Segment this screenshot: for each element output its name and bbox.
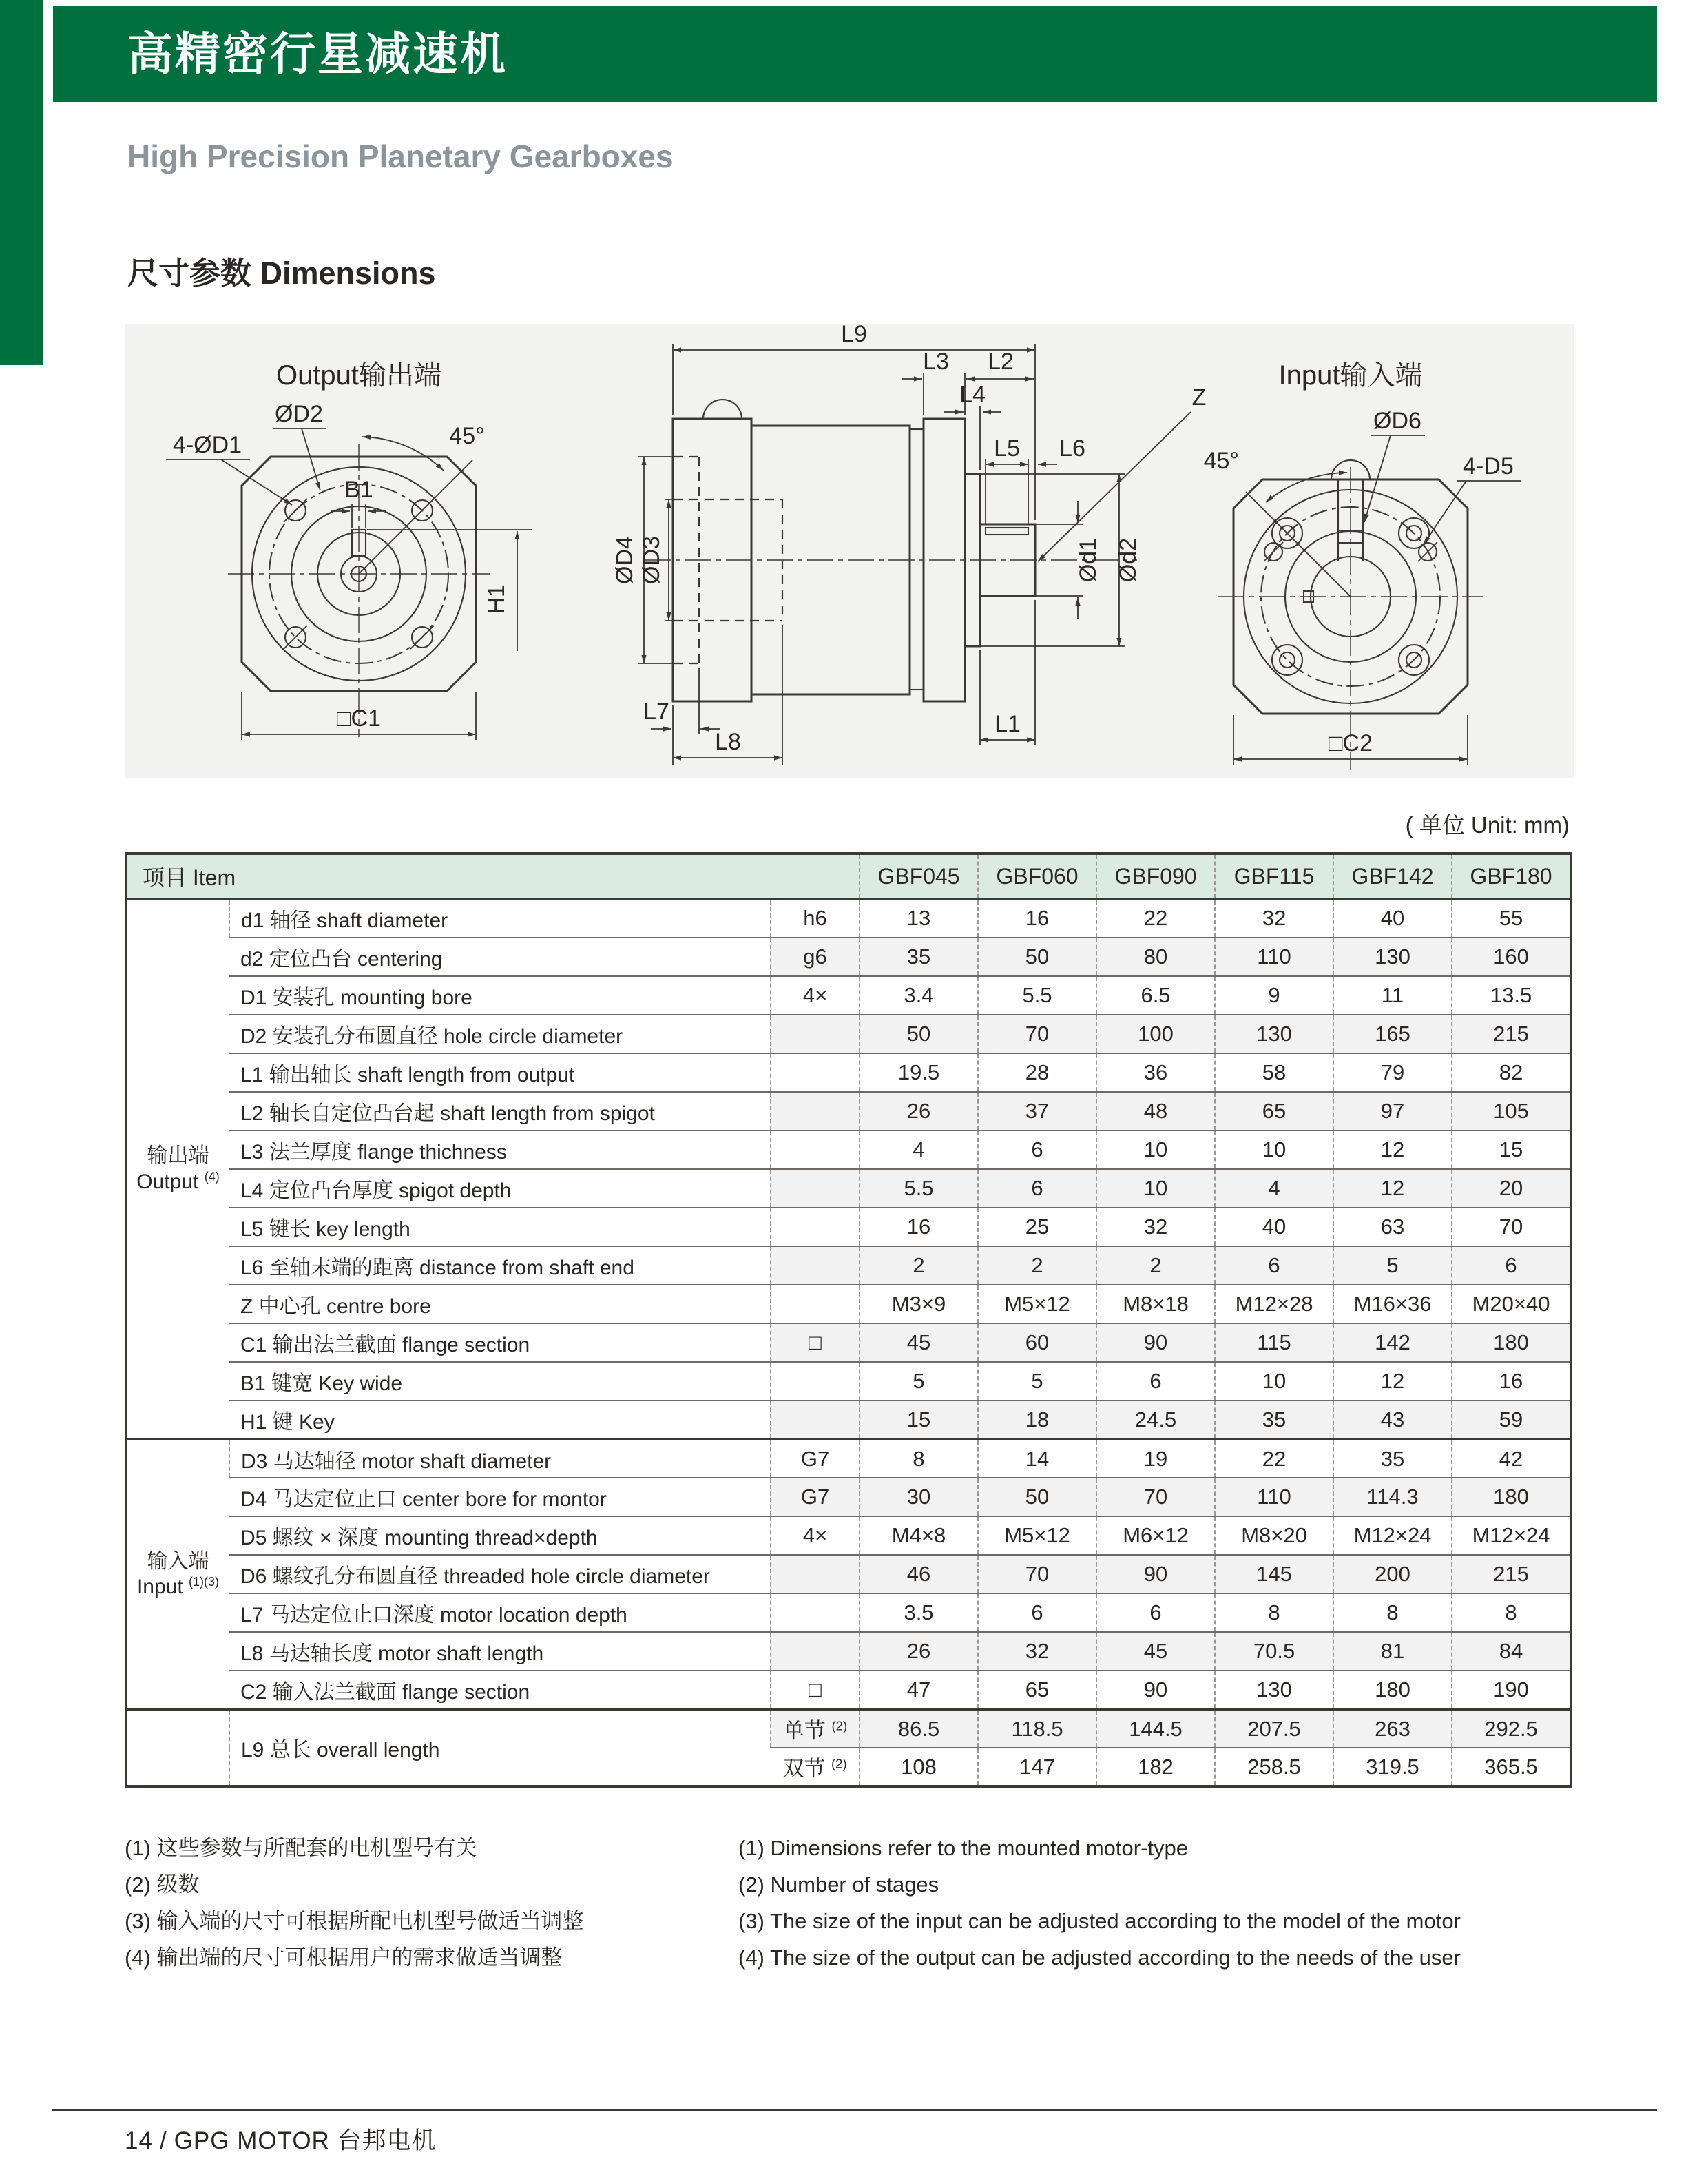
value-cell: 13 xyxy=(860,899,978,938)
row-label-cell: D6 螺纹孔分布圆直径 threaded hole circle diameter xyxy=(229,1555,771,1593)
section-title: 尺寸参数 Dimensions xyxy=(127,256,436,291)
row-tolerance-cell: G7 xyxy=(771,1439,860,1478)
value-cell: 55 xyxy=(1452,899,1571,938)
value-cell: 9 xyxy=(1215,976,1333,1015)
row-label-cell: L2 轴长自定位凸台起 shaft length from spigot xyxy=(229,1092,771,1130)
value-cell: 12 xyxy=(1333,1130,1452,1169)
row-label-cell: D2 安装孔分布圆直径 hole circle diameter xyxy=(229,1015,771,1053)
value-cell: 2 xyxy=(978,1246,1096,1285)
value-cell: 108 xyxy=(860,1748,978,1786)
column-header-gbf060: GBF060 xyxy=(978,854,1096,899)
footnote-line-zh: (3) 输入端的尺寸可根据所配电机型号做适当调整 xyxy=(125,1909,584,1933)
value-cell: 12 xyxy=(1333,1169,1452,1208)
value-cell: 144.5 xyxy=(1096,1709,1215,1748)
value-cell: 8 xyxy=(860,1439,978,1478)
dim-label-l8: L8 xyxy=(715,729,741,755)
value-cell: 6 xyxy=(1096,1362,1215,1401)
table-row xyxy=(126,1285,1571,1323)
value-cell: 5.5 xyxy=(860,1169,978,1208)
value-cell: 6 xyxy=(1452,1246,1571,1285)
value-cell: 46 xyxy=(860,1555,978,1593)
dim-label-l5: L5 xyxy=(994,435,1020,462)
value-cell: 5 xyxy=(1333,1246,1452,1285)
value-cell: 45 xyxy=(860,1323,978,1362)
value-cell: 147 xyxy=(978,1748,1096,1786)
table-row xyxy=(126,1323,1571,1362)
page-footer xyxy=(125,2122,444,2156)
row-label-cell: L7 马达定位止口深度 motor location depth xyxy=(229,1593,771,1632)
value-cell: 6 xyxy=(1096,1593,1215,1632)
group-label-en: Input $^{(1)(3)}$ xyxy=(136,1575,220,1598)
row-tolerance-cell xyxy=(771,1130,860,1169)
row-label-cell: C1 输出法兰截面 flange section xyxy=(229,1323,771,1362)
value-cell: 3.4 xyxy=(860,976,978,1015)
value-cell: 36 xyxy=(1096,1053,1215,1092)
dim-label-c1: □C1 xyxy=(337,705,381,732)
unit-note: ( 单位 Unit: mm) xyxy=(1405,812,1570,838)
dim-label-c2: □C2 xyxy=(1329,730,1373,756)
value-cell: 12 xyxy=(1333,1362,1452,1401)
value-cell: 145 xyxy=(1215,1555,1333,1593)
value-cell: 319.5 xyxy=(1333,1748,1452,1786)
value-cell: 18 xyxy=(978,1401,1096,1439)
row-tolerance-cell: 双节 $^{(2)}$ xyxy=(771,1748,860,1786)
group-label-zh: 输出端 xyxy=(147,1144,209,1168)
table-row xyxy=(126,1516,1571,1555)
value-cell: 14 xyxy=(978,1439,1096,1478)
value-cell: 40 xyxy=(1215,1208,1333,1246)
column-header-gbf045: GBF045 xyxy=(860,854,978,899)
row-tolerance-cell: 4× xyxy=(771,1516,860,1555)
table-row xyxy=(126,1439,1571,1478)
value-cell: 82 xyxy=(1452,1053,1571,1092)
value-cell: 118.5 xyxy=(978,1709,1096,1748)
value-cell: 70 xyxy=(1452,1208,1571,1246)
row-group-cell xyxy=(126,1709,229,1786)
value-cell: 6 xyxy=(978,1593,1096,1632)
value-cell: 40 xyxy=(1333,899,1452,938)
value-cell: 86.5 xyxy=(860,1709,978,1748)
value-cell: 16 xyxy=(978,899,1096,938)
value-cell: M12×24 xyxy=(1333,1516,1452,1555)
row-tolerance-cell xyxy=(771,1092,860,1130)
value-cell: 19 xyxy=(1096,1439,1215,1478)
footer-separator: / xyxy=(159,2127,167,2154)
row-label-cell: D5 螺纹 × 深度 mounting thread×depth xyxy=(229,1516,771,1555)
table-row xyxy=(126,1169,1571,1208)
value-cell: 37 xyxy=(978,1092,1096,1130)
row-tolerance-cell xyxy=(771,1246,860,1285)
row-label-cell: L1 输出轴长 shaft length from output xyxy=(229,1053,771,1092)
value-cell: 90 xyxy=(1096,1671,1215,1709)
dim-label-l3: L3 xyxy=(923,349,949,375)
value-cell: 6 xyxy=(978,1130,1096,1169)
value-cell: M12×24 xyxy=(1452,1516,1571,1555)
value-cell: 5 xyxy=(978,1362,1096,1401)
value-cell: 35 xyxy=(1333,1439,1452,1478)
value-cell: 32 xyxy=(1096,1208,1215,1246)
value-cell: 4 xyxy=(860,1130,978,1169)
value-cell: 48 xyxy=(1096,1092,1215,1130)
row-tolerance-cell xyxy=(771,1208,860,1246)
left-edge-accent-strip xyxy=(0,0,43,365)
row-label-cell: L6 至轴末端的距离 distance from shaft end xyxy=(229,1246,771,1285)
row-label-cell: C2 输入法兰截面 flange section xyxy=(229,1671,771,1709)
value-cell: 97 xyxy=(1333,1092,1452,1130)
row-label-cell: L3 法兰厚度 flange thichness xyxy=(229,1130,771,1169)
page-subtitle: High Precision Planetary Gearboxes xyxy=(127,138,674,174)
footnote-line-en: (4) The size of the output can be adjusted according to the needs of the user xyxy=(738,1945,1461,1970)
value-cell: M8×18 xyxy=(1096,1285,1215,1323)
value-cell: 22 xyxy=(1096,899,1215,938)
column-header-item: 项目 Item xyxy=(126,854,860,899)
column-header-gbf115: GBF115 xyxy=(1215,854,1333,899)
footnote-line-en: (3) The size of the input can be adjusted according to the model of the motor xyxy=(738,1909,1461,1933)
value-cell: 70.5 xyxy=(1215,1632,1333,1671)
row-label-cell: D3 马达轴径 motor shaft diameter xyxy=(229,1439,771,1478)
row-tolerance-cell xyxy=(771,1015,860,1053)
value-cell: 70 xyxy=(1096,1478,1215,1516)
value-cell: 15 xyxy=(1452,1130,1571,1169)
gearbox-technical-drawing xyxy=(125,324,1574,778)
value-cell: 24.5 xyxy=(1096,1401,1215,1439)
footer-divider xyxy=(52,2109,1657,2111)
value-cell: 50 xyxy=(860,1015,978,1053)
value-cell: 130 xyxy=(1215,1671,1333,1709)
footnote-line-zh: (1) 这些参数与所配套的电机型号有关 xyxy=(125,1836,477,1860)
value-cell: 42 xyxy=(1452,1439,1571,1478)
row-tolerance-cell xyxy=(771,1053,860,1092)
row-group-cell xyxy=(126,1439,229,1709)
row-tolerance-cell xyxy=(771,1593,860,1632)
dim-label-output-45deg: 45° xyxy=(449,423,485,449)
value-cell: 35 xyxy=(860,938,978,976)
value-cell: M4×8 xyxy=(860,1516,978,1555)
value-cell: 84 xyxy=(1452,1632,1571,1671)
value-cell: 2 xyxy=(860,1246,978,1285)
table-header-row xyxy=(126,854,1571,899)
value-cell: 19.5 xyxy=(860,1053,978,1092)
value-cell: 110 xyxy=(1215,938,1333,976)
table-row xyxy=(126,1401,1571,1439)
value-cell: M12×28 xyxy=(1215,1285,1333,1323)
row-label-cell: d1 轴径 shaft diameter xyxy=(229,899,771,938)
row-tolerance-cell xyxy=(771,1632,860,1671)
value-cell: 47 xyxy=(860,1671,978,1709)
dim-label-input-45deg: 45° xyxy=(1203,448,1239,474)
value-cell: 180 xyxy=(1333,1671,1452,1709)
table-row xyxy=(126,1208,1571,1246)
value-cell: 263 xyxy=(1333,1709,1452,1748)
value-cell: 25 xyxy=(978,1208,1096,1246)
row-label-cell: Z 中心孔 centre bore xyxy=(229,1285,771,1323)
row-tolerance-cell: □ xyxy=(771,1671,860,1709)
value-cell: 90 xyxy=(1096,1555,1215,1593)
value-cell: 130 xyxy=(1333,938,1452,976)
value-cell: 32 xyxy=(1215,899,1333,938)
table-row xyxy=(126,1593,1571,1632)
dim-label-od2: ØD2 xyxy=(275,401,323,427)
row-tolerance-cell xyxy=(771,1401,860,1439)
value-cell: 81 xyxy=(1333,1632,1452,1671)
value-cell: 5.5 xyxy=(978,976,1096,1015)
row-tolerance-cell xyxy=(771,1169,860,1208)
value-cell: 15 xyxy=(860,1401,978,1439)
table-row xyxy=(126,1092,1571,1130)
table-row xyxy=(126,976,1571,1015)
value-cell: 8 xyxy=(1333,1593,1452,1632)
value-cell: 45 xyxy=(1096,1632,1215,1671)
value-cell: 63 xyxy=(1333,1208,1452,1246)
value-cell: 43 xyxy=(1333,1401,1452,1439)
value-cell: 100 xyxy=(1096,1015,1215,1053)
value-cell: 90 xyxy=(1096,1323,1215,1362)
value-cell: 3.5 xyxy=(860,1593,978,1632)
value-cell: 35 xyxy=(1215,1401,1333,1439)
value-cell: 16 xyxy=(860,1208,978,1246)
value-cell: 110 xyxy=(1215,1478,1333,1516)
value-cell: 365.5 xyxy=(1452,1748,1571,1786)
input-view-title: Input输入端 xyxy=(1278,360,1423,391)
side-view xyxy=(612,324,1206,765)
group-label-zh: 输入端 xyxy=(147,1549,209,1573)
table-row xyxy=(126,1053,1571,1092)
value-cell: 160 xyxy=(1452,938,1571,976)
value-cell: 50 xyxy=(978,1478,1096,1516)
row-tolerance-cell xyxy=(771,1285,860,1323)
value-cell: 26 xyxy=(860,1092,978,1130)
value-cell: 2 xyxy=(1096,1246,1215,1285)
value-cell: 59 xyxy=(1452,1401,1571,1439)
row-label-cell: d2 定位凸台 centering xyxy=(229,938,771,976)
value-cell: 190 xyxy=(1452,1671,1571,1709)
table-row xyxy=(126,1015,1571,1053)
dim-label-l4: L4 xyxy=(959,382,986,408)
value-cell: 20 xyxy=(1452,1169,1571,1208)
dim-label-od1-shaft: Ød1 xyxy=(1075,537,1101,583)
footnotes-zh xyxy=(125,1830,584,1976)
value-cell: M3×9 xyxy=(860,1285,978,1323)
value-cell: 115 xyxy=(1215,1323,1333,1362)
dim-label-b1: B1 xyxy=(344,477,373,503)
row-tolerance-cell: h6 xyxy=(771,899,860,938)
page-title: 高精密行星减速机 xyxy=(127,28,508,79)
value-cell: 8 xyxy=(1215,1593,1333,1632)
value-cell: 28 xyxy=(978,1053,1096,1092)
row-label-cell: B1 键宽 Key wide xyxy=(229,1362,771,1401)
value-cell: 200 xyxy=(1333,1555,1452,1593)
footer-brand: GPG MOTOR 台邦电机 xyxy=(174,2127,437,2154)
value-cell: 70 xyxy=(978,1015,1096,1053)
value-cell: 10 xyxy=(1215,1362,1333,1401)
row-label-cell: L8 马达轴长度 motor shaft length xyxy=(229,1632,771,1671)
value-cell: 26 xyxy=(860,1632,978,1671)
row-tolerance-cell: G7 xyxy=(771,1478,860,1516)
row-label-cell: L4 定位凸台厚度 spigot depth xyxy=(229,1169,771,1208)
value-cell: M5×12 xyxy=(978,1516,1096,1555)
dim-label-4-od1: 4-ØD1 xyxy=(172,432,242,458)
value-cell: 10 xyxy=(1096,1130,1215,1169)
value-cell: 207.5 xyxy=(1215,1709,1333,1748)
output-view-title: Output输出端 xyxy=(275,360,442,391)
value-cell: M16×36 xyxy=(1333,1285,1452,1323)
dimensions-table xyxy=(125,852,1572,1788)
value-cell: 65 xyxy=(1215,1092,1333,1130)
value-cell: 215 xyxy=(1452,1555,1571,1593)
dim-label-l1: L1 xyxy=(994,711,1021,737)
value-cell: 215 xyxy=(1452,1015,1571,1053)
row-tolerance-cell: g6 xyxy=(771,938,860,976)
dim-label-od2-spigot: Ød2 xyxy=(1115,537,1141,583)
input-view xyxy=(1204,360,1521,770)
output-view xyxy=(166,360,532,740)
value-cell: M8×20 xyxy=(1215,1516,1333,1555)
row-label-cell: L5 键长 key length xyxy=(229,1208,771,1246)
value-cell: 22 xyxy=(1215,1439,1333,1478)
value-cell: M20×40 xyxy=(1452,1285,1571,1323)
dim-label-l7: L7 xyxy=(643,699,669,725)
table-row xyxy=(126,1130,1571,1169)
dim-label-od3: ØD3 xyxy=(638,536,665,584)
value-cell: 13.5 xyxy=(1452,976,1571,1015)
value-cell: 6 xyxy=(1215,1246,1333,1285)
row-label-cell: D1 安装孔 mounting bore xyxy=(229,976,771,1015)
table-row xyxy=(126,1555,1571,1593)
value-cell: 258.5 xyxy=(1215,1748,1333,1786)
value-cell: 16 xyxy=(1452,1362,1571,1401)
row-tolerance-cell xyxy=(771,1362,860,1401)
value-cell: 142 xyxy=(1333,1323,1452,1362)
column-header-gbf180: GBF180 xyxy=(1452,854,1571,899)
dim-label-4-d5: 4-D5 xyxy=(1463,453,1514,479)
dim-label-l9: L9 xyxy=(841,324,867,347)
table-row xyxy=(126,1632,1571,1671)
value-cell: 79 xyxy=(1333,1053,1452,1092)
footnote-line-zh: (4) 输出端的尺寸可根据用户的需求做适当调整 xyxy=(125,1945,563,1970)
value-cell: 5 xyxy=(860,1362,978,1401)
value-cell: M5×12 xyxy=(978,1285,1096,1323)
footnotes-en xyxy=(738,1830,1461,1976)
value-cell: 10 xyxy=(1215,1130,1333,1169)
row-label-cell: L9 总长 overall length xyxy=(229,1709,771,1786)
row-tolerance-cell xyxy=(771,1555,860,1593)
row-tolerance-cell: 4× xyxy=(771,976,860,1015)
row-group-cell xyxy=(126,899,229,1439)
value-cell: 70 xyxy=(978,1555,1096,1593)
value-cell: 58 xyxy=(1215,1053,1333,1092)
group-label-en: Output $^{(4)}$ xyxy=(136,1169,220,1193)
value-cell: 6 xyxy=(978,1169,1096,1208)
dim-label-l6: L6 xyxy=(1059,435,1085,462)
table-body xyxy=(126,899,1571,1786)
footnote-line-en: (2) Number of stages xyxy=(738,1872,939,1897)
value-cell: 292.5 xyxy=(1452,1709,1571,1748)
value-cell: 80 xyxy=(1096,938,1215,976)
dim-label-z: Z xyxy=(1191,384,1207,411)
column-header-gbf090: GBF090 xyxy=(1096,854,1215,899)
value-cell: 6.5 xyxy=(1096,976,1215,1015)
dim-label-h1: H1 xyxy=(483,584,510,614)
row-label-cell: H1 键 Key xyxy=(229,1401,771,1439)
footer-page-number: 14 xyxy=(125,2127,153,2154)
value-cell: 8 xyxy=(1452,1593,1571,1632)
value-cell: 180 xyxy=(1452,1478,1571,1516)
value-cell: 180 xyxy=(1452,1323,1571,1362)
row-tolerance-cell: □ xyxy=(771,1323,860,1362)
page-header-bar xyxy=(53,6,1657,102)
dim-label-od6: ØD6 xyxy=(1373,408,1421,434)
value-cell: 4 xyxy=(1215,1169,1333,1208)
table-row xyxy=(126,938,1571,976)
table-row xyxy=(126,899,1571,938)
dim-label-l2: L2 xyxy=(988,349,1014,375)
value-cell: 105 xyxy=(1452,1092,1571,1130)
value-cell: M6×12 xyxy=(1096,1516,1215,1555)
value-cell: 165 xyxy=(1333,1015,1452,1053)
value-cell: 30 xyxy=(860,1478,978,1516)
table-row xyxy=(126,1709,1571,1748)
value-cell: 10 xyxy=(1096,1169,1215,1208)
table-row xyxy=(126,1478,1571,1516)
value-cell: 65 xyxy=(978,1671,1096,1709)
value-cell: 182 xyxy=(1096,1748,1215,1786)
value-cell: 60 xyxy=(978,1323,1096,1362)
table-row xyxy=(126,1246,1571,1285)
dimension-drawing xyxy=(125,324,1574,778)
footnote-line-zh: (2) 级数 xyxy=(125,1872,200,1897)
row-label-cell: D4 马达定位止口 center bore for montor xyxy=(229,1478,771,1516)
footnote-line-en: (1) Dimensions refer to the mounted motor-type xyxy=(738,1836,1188,1860)
row-tolerance-cell: 单节 $^{(2)}$ xyxy=(771,1709,860,1748)
value-cell: 11 xyxy=(1333,976,1452,1015)
table-head xyxy=(126,854,1571,899)
value-cell: 32 xyxy=(978,1632,1096,1671)
dim-label-od4: ØD4 xyxy=(612,536,638,584)
value-cell: 130 xyxy=(1215,1015,1333,1053)
value-cell: 114.3 xyxy=(1333,1478,1452,1516)
table-row xyxy=(126,1671,1571,1709)
column-header-gbf142: GBF142 xyxy=(1333,854,1452,899)
table-row xyxy=(126,1362,1571,1401)
value-cell: 50 xyxy=(978,938,1096,976)
